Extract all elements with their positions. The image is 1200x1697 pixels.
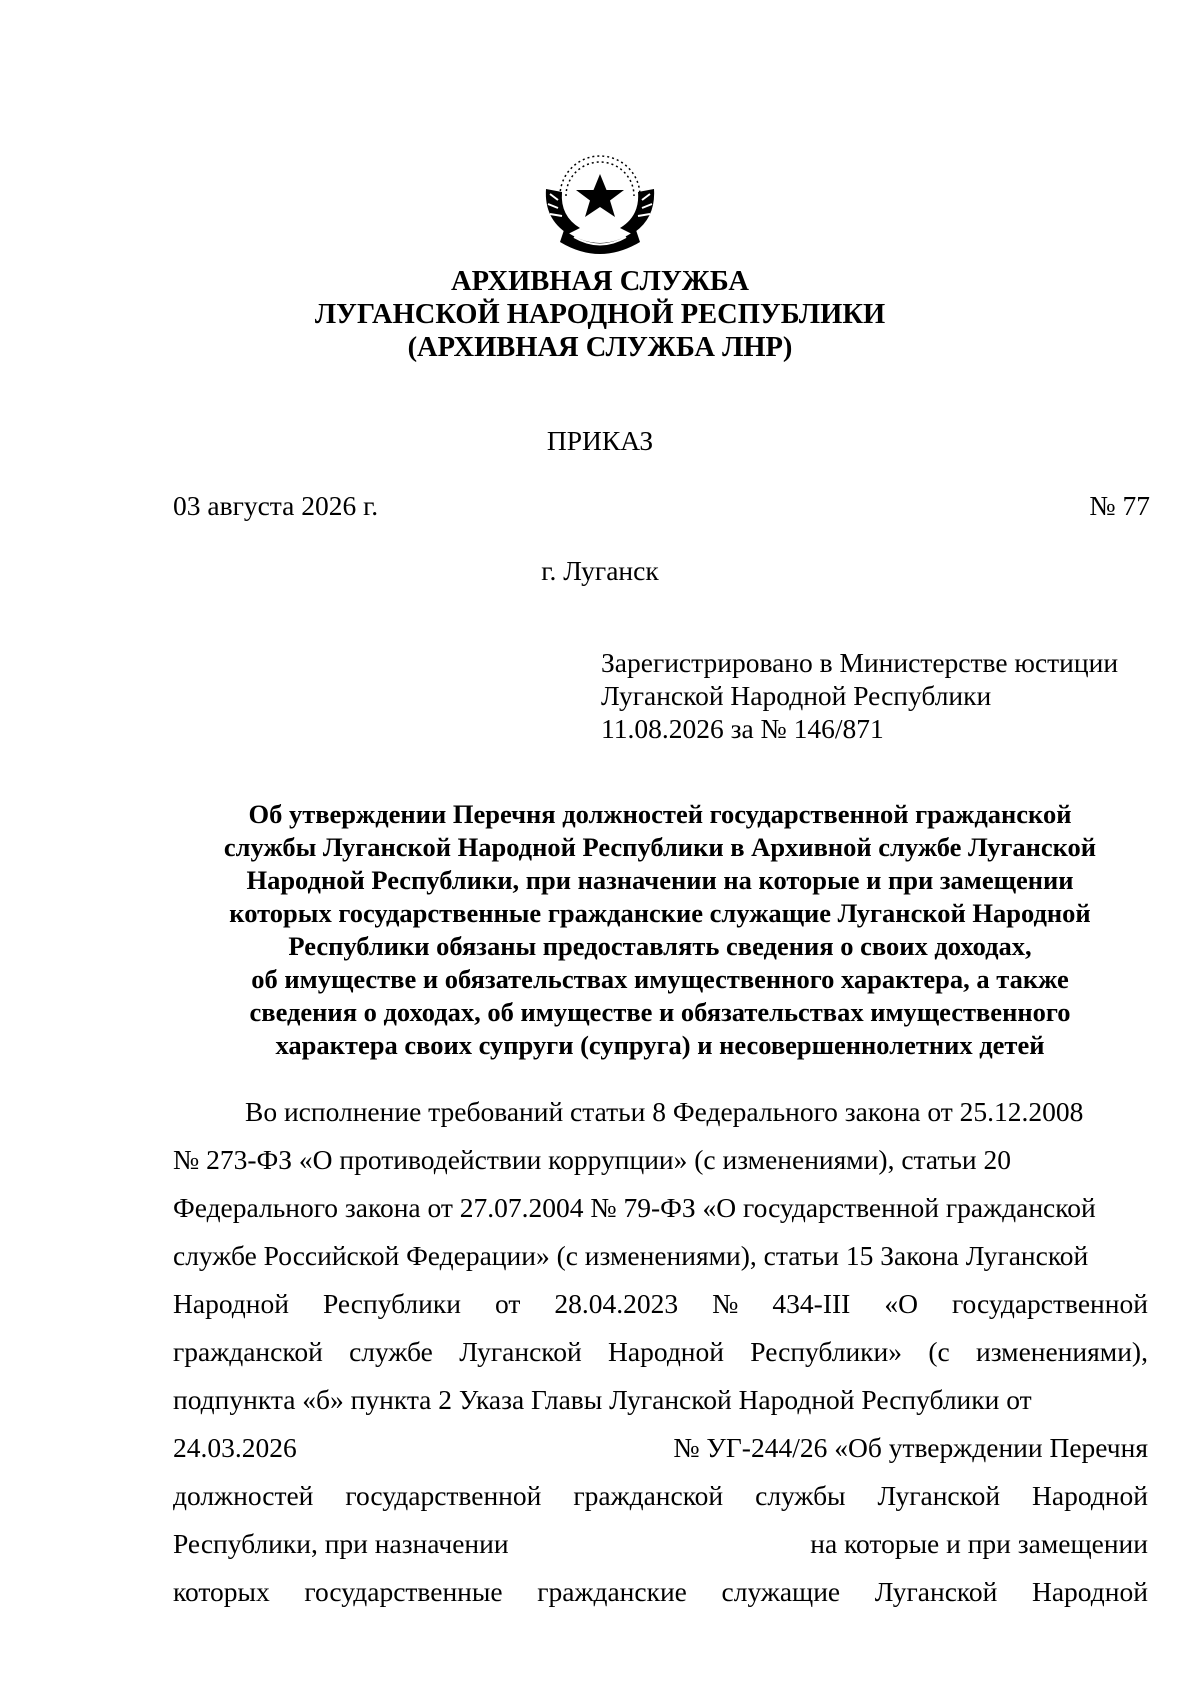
body-line-4: службе Российской Федерации» (с изменениями), статьи 15 Закона Луганской xyxy=(173,1240,1089,1271)
decree-number: № УГ-244/26 «Об утверждении Перечня xyxy=(673,1432,1148,1463)
word: которых xyxy=(173,1576,270,1607)
word: Республики» xyxy=(750,1336,903,1367)
word: должностей xyxy=(173,1480,314,1511)
word: Народной xyxy=(1031,1576,1148,1607)
body-line-10 xyxy=(173,1530,1148,1558)
body-line-3: Федерального закона от 27.07.2004 № 79-ФЗ «О государственной гражданской xyxy=(173,1192,1096,1223)
body-line-2: № 273-ФЗ «О противодействии коррупции» (с изменениями), статьи 20 xyxy=(173,1144,1012,1175)
body-line-8 xyxy=(173,1434,1148,1462)
document-number: № 77 xyxy=(1089,490,1150,521)
body-line-6 xyxy=(173,1338,1148,1366)
word: № xyxy=(712,1288,739,1319)
title-line: которых государственные гражданские служащие Луганской Народной xyxy=(229,898,1091,928)
body-line-5 xyxy=(173,1290,1148,1318)
body-text-right: на которые и при замещении xyxy=(810,1528,1148,1559)
body-line-7: подпункта «б» пункта 2 Указа Главы Луганской Народной Республики от xyxy=(173,1384,1032,1415)
registration-line-1: Зарегистрировано в Министерстве юстиции xyxy=(601,647,1119,678)
word: государственной xyxy=(345,1480,542,1511)
document-type: ПРИКАЗ xyxy=(546,425,654,456)
registration-line-2: Луганской Народной Республики xyxy=(601,680,992,711)
word: гражданской xyxy=(173,1336,323,1367)
title-line: Народной Республики, при назначении на которые и при замещении xyxy=(246,865,1074,895)
word: гражданской xyxy=(573,1480,724,1511)
word: Луганской xyxy=(877,1480,1001,1511)
word: изменениями), xyxy=(975,1336,1148,1367)
word: государственной xyxy=(951,1288,1148,1319)
org-name-line-3: (АРХИВНАЯ СЛУЖБА ЛНР) xyxy=(407,332,793,363)
word: Народной xyxy=(1032,1480,1148,1511)
word: Луганской xyxy=(459,1336,582,1367)
body-line-9 xyxy=(173,1482,1148,1510)
word: службе xyxy=(349,1336,433,1367)
word: служащие xyxy=(721,1576,841,1607)
document-city: г. Луганск xyxy=(541,555,659,586)
word: Народной xyxy=(173,1288,289,1319)
word: «О xyxy=(884,1288,918,1319)
title-line: сведения о доходах, об имуществе и обязательствах имущественного xyxy=(249,997,1071,1027)
registration-line-3: 11.08.2026 за № 146/871 xyxy=(601,713,884,744)
word: от xyxy=(494,1288,521,1319)
word: гражданские xyxy=(537,1576,687,1607)
body-line-11 xyxy=(173,1578,1148,1606)
word: службы xyxy=(755,1480,846,1511)
word: (с xyxy=(928,1336,950,1367)
word: Республики xyxy=(322,1288,461,1319)
word: 28.04.2023 xyxy=(554,1288,679,1319)
decree-date: 24.03.2026 xyxy=(173,1432,297,1463)
word: Луганской xyxy=(874,1576,998,1607)
title-line: службы Луганской Народной Республики в Архивной службе Луганской xyxy=(223,832,1097,862)
org-name-line-1: АРХИВНАЯ СЛУЖБА xyxy=(451,266,749,297)
coat-of-arms-icon xyxy=(540,134,660,254)
org-name-line-2: ЛУГАНСКОЙ НАРОДНОЙ РЕСПУБЛИКИ xyxy=(314,299,886,330)
word: Народной xyxy=(608,1336,724,1367)
document-date: 03 августа 2026 г. xyxy=(173,490,379,521)
word: государственные xyxy=(304,1576,503,1607)
body-line-1: Во исполнение требований статьи 8 Федерального закона от 25.12.2008 xyxy=(245,1096,1084,1127)
body-text-left: Республики, при назначении xyxy=(173,1528,509,1559)
title-line: характера своих супруги (супруга) и несовершеннолетних детей xyxy=(275,1030,1045,1060)
title-line: Об утверждении Перечня должностей государственной гражданской xyxy=(248,799,1072,829)
word: 434-III xyxy=(772,1288,851,1319)
title-line: Республики обязаны предоставлять сведения о своих доходах, xyxy=(288,931,1032,961)
title-line: об имуществе и обязательствах имущественного характера, а также xyxy=(251,964,1069,994)
